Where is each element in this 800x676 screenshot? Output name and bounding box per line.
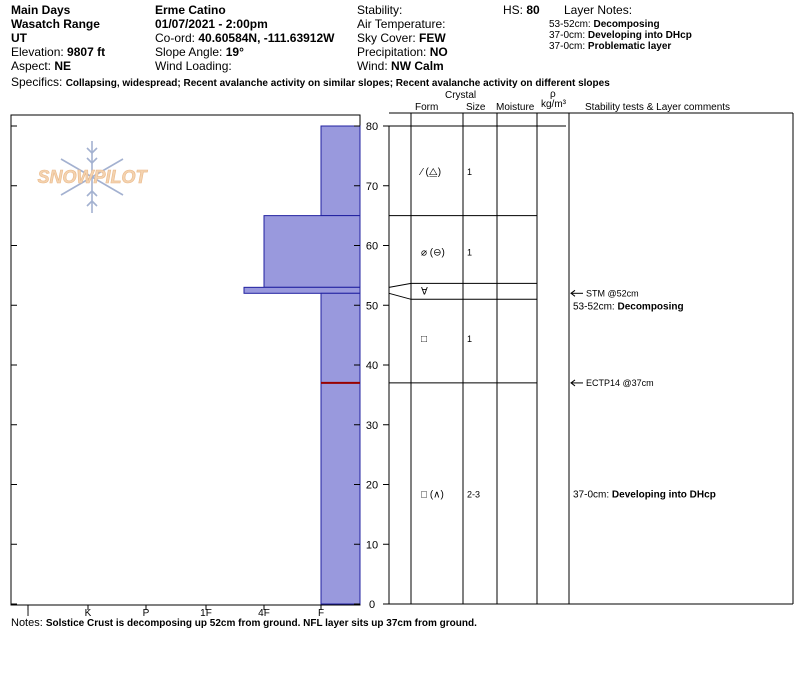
hardness-plot-frame [11,115,360,605]
layer-bar-2 [244,287,360,293]
wind: Wind: NW Calm [357,59,444,73]
rho-header: ρ [550,89,556,100]
grain-size-4: 2-3 [467,489,481,500]
layer-comment-0: 53-52cm: Decomposing [573,301,684,313]
layer-bar-4 [321,383,360,604]
wind-loading: Wind Loading: [155,59,232,73]
layer-bar-0 [321,126,360,216]
x-tick-label: I [26,608,30,619]
y-tick-label: 10 [365,539,379,552]
grain-size-1: 1 [467,247,473,258]
elevation: Elevation: 9807 ft [11,45,106,59]
state-name: UT [11,31,27,45]
layer-notes-title: Layer Notes: [564,3,633,17]
slope-angle: Slope Angle: 19° [155,45,244,59]
density-unit-header: kg/m³ [541,99,566,110]
moisture-header: Moisture [496,102,535,113]
y-tick-label: 0 [368,599,376,611]
x-tick-label: 1F [200,608,212,619]
stability-test-0: STM @52cm [586,288,639,299]
hs-value: HS: 80 [503,3,540,17]
layer-comment-1: 37-0cm: Developing into DHcp [573,489,716,501]
watermark-text: SNOWPILOT [37,167,147,187]
y-tick-label: 70 [365,180,379,193]
grain-form-3: □ [421,334,428,346]
y-tick-label: 80 [365,121,379,133]
stability-header: Stability tests & Layer comments [585,102,731,113]
stability: Stability: [357,3,403,17]
x-tick-label: F [317,608,325,619]
notes: Notes: Solstice Crust is decomposing up 52cm from ground. NFL layer sits up 37cm from ground. [11,617,477,629]
location-name: Main Days [11,3,71,17]
y-tick-label: 50 [365,300,379,313]
y-tick-label: 20 [365,479,379,492]
snowpilot-logo [38,141,149,213]
grain-form-4: □ (∧) [421,489,444,501]
specifics: Specifics: Collapsing, widespread; Recent avalanche activity on similar slopes; Recent avalanche activity on different slopes [11,75,610,89]
precipitation: Precipitation: NO [357,45,448,59]
air-temperature: Air Temperature: [357,17,446,31]
observer-name: Erme Catino [155,3,226,17]
layer-bar-1 [264,216,360,288]
sky-cover: Sky Cover: FEW [357,31,446,45]
layer-note: 37-0cm: Problematic layer [549,41,672,52]
grain-form-2: ∀ [421,286,428,298]
y-tick-label: 40 [365,360,379,372]
layer-note: 37-0cm: Developing into DHcp [549,30,692,41]
grain-size-3: 1 [467,334,473,345]
crystal-header: Crystal [445,90,477,101]
x-tick-label: K [84,608,92,619]
x-tick-label: 4F [258,608,270,619]
x-tick-label: P [142,608,150,619]
stability-test-1: ECTP14 @37cm [586,377,654,388]
grain-size-0: 1 [467,166,473,177]
coordinates: Co-ord: 40.60584N, -111.63912W [155,31,335,45]
aspect: Aspect: NE [11,59,72,73]
grain-form-1: ⌀ (⊖) [421,247,445,259]
layer-note: 53-52cm: Decomposing [549,19,660,30]
datetime: 01/07/2021 - 2:00pm [155,17,268,31]
form-header: Form [415,102,439,113]
y-tick-label: 60 [365,240,379,253]
grain-form-0: ⁄ (⧋) [421,166,442,178]
range-name: Wasatch Range [11,17,100,31]
y-tick-label: 30 [365,419,379,432]
layer-bar-3 [321,293,360,383]
size-header: Size [466,102,486,113]
